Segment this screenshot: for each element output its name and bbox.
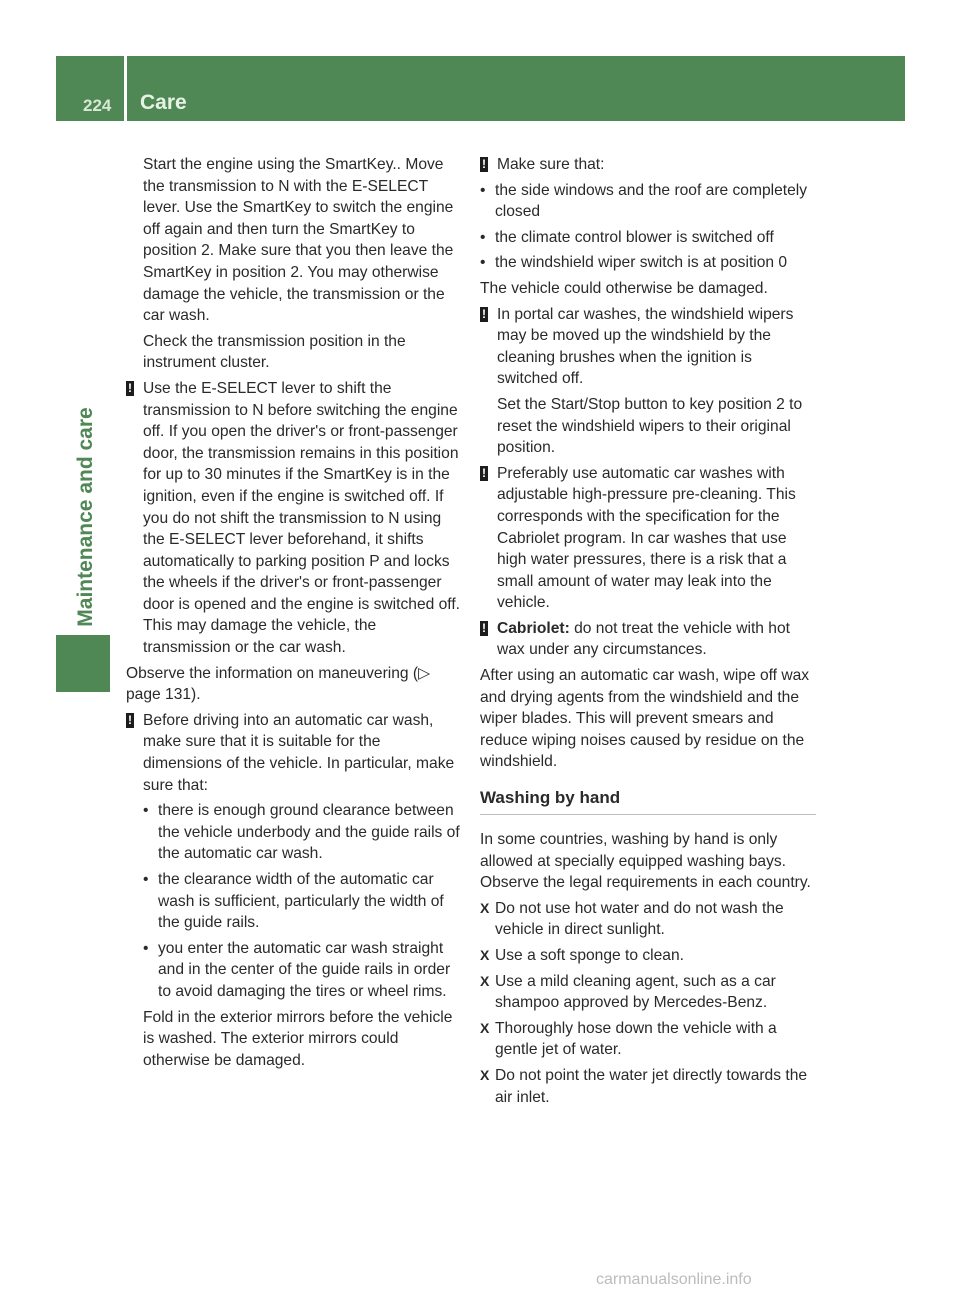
- action-step: X Do not point the water jet directly towards the air inlet.: [480, 1065, 816, 1108]
- list-item: • the clearance width of the automatic car wash is sufficient, particularly the width of the guide rails.: [143, 869, 462, 934]
- section-title: Care: [140, 91, 187, 114]
- warning-text: do not treat the vehicle with hot wax under any circumstances.: [497, 619, 790, 659]
- warning-icon: !: [482, 620, 486, 635]
- warning-icon: !: [128, 712, 132, 727]
- list-item: • the windshield wiper switch is at position 0: [480, 252, 816, 274]
- paragraph: Observe the information on maneuvering (▷ page 131).: [126, 664, 431, 704]
- list-item: • the side windows and the roof are completely closed: [480, 180, 816, 223]
- paragraph: Check the transmission position in the instrument cluster.: [143, 332, 406, 372]
- page-number: 224: [83, 96, 112, 115]
- warning-icon: !: [128, 380, 132, 395]
- right-column: [480, 154, 816, 1112]
- list-item: • there is enough ground clearance between the vehicle underbody and the guide rails of the automatic car wash.: [143, 800, 462, 865]
- warning-text: Preferably use automatic car washes with adjustable high-pressure pre-cleaning. This corresponds with the specification for the Cabriolet program. In car washes that use high water pressures, there is a risk that a small amount of water may leak into the vehicle.: [497, 464, 796, 612]
- action-step: X Use a mild cleaning agent, such as a car shampoo approved by Mercedes-Benz.: [480, 971, 816, 1014]
- subsection-heading: Washing by hand: [480, 787, 816, 815]
- warning-bold-label: Cabriolet:: [497, 619, 570, 637]
- warning-note: [480, 463, 816, 614]
- left-column: [126, 154, 462, 1075]
- warning-text: Make sure that:: [497, 156, 605, 173]
- warning-note: [480, 154, 816, 176]
- paragraph: After using an automatic car wash, wipe off wax and drying agents from the windshield and the wiper blades. This will prevent smears and reduce wiping noises caused by residue on the windshield.: [480, 667, 810, 771]
- paragraph: Fold in the exterior mirrors before the vehicle is washed. The exterior mirrors could otherwise be damaged.: [143, 1008, 453, 1069]
- paragraph: In some countries, washing by hand is only allowed at specially equipped washing bays. Observe the legal requirements in each country.: [480, 831, 811, 892]
- action-step: X Do not use hot water and do not wash the vehicle in direct sunlight.: [480, 898, 816, 941]
- warning-text: In portal car washes, the windshield wipers may be moved up the windshield by the cleaning brushes when the ignition is switched off.: [497, 305, 794, 388]
- warning-text: Before driving into an automatic car wash, make sure that it is suitable for the dimensions of the vehicle. In particular, make sure that:: [143, 711, 455, 794]
- paragraph: Set the Start/Stop button to key position 2 to reset the windshield wipers to their original position.: [497, 395, 803, 457]
- paragraph: The vehicle could otherwise be damaged.: [480, 279, 768, 297]
- warning-icon: !: [482, 306, 486, 321]
- bullet-list: [143, 800, 462, 1002]
- warning-note: [126, 710, 462, 796]
- action-step: X Thoroughly hose down the vehicle with a gentle jet of water.: [480, 1018, 816, 1061]
- action-step: X Use a soft sponge to clean.: [480, 945, 816, 967]
- warning-text: Use the E-SELECT lever to shift the transmission to N before switching the engine off. If you open the driver's or front-passenger door, the transmission remains in this position for up to 30 minutes if the SmartKey is in the ignition, even if the engine is switched off. If you do not shift the transmission to N using the E-SELECT lever beforehand, it shifts automatically to parking position P and locks the wheels if the driver's or front-passenger door is opened and the engine is switched off. This may damage the vehicle, the transmission or the car wash.: [143, 379, 461, 657]
- watermark[interactable]: carmanualsonline.info: [596, 1271, 752, 1288]
- chapter-label: Maintenance and care: [74, 407, 97, 627]
- header-divider: [124, 56, 127, 121]
- warning-note: [480, 618, 816, 661]
- list-item: • you enter the automatic car wash straight and in the center of the guide rails in order to avoid damaging the tires or wheel rims.: [143, 938, 462, 1003]
- warning-note: [480, 304, 816, 390]
- bullet-list: [480, 180, 816, 274]
- warning-note: [126, 378, 462, 659]
- warning-icon: !: [482, 465, 486, 480]
- list-item: • the climate control blower is switched off: [480, 227, 816, 249]
- chapter-marker: [56, 635, 110, 692]
- warning-icon: !: [482, 157, 486, 171]
- paragraph: Start the engine using the SmartKey.. Move the transmission to N with the E-SELECT lever. Use the SmartKey to switch the engine off again and then turn the SmartKey to position 2. Make sure that you then leave the SmartKey in position 2. You may otherwise damage the vehicle, the transmission or the car wash.: [143, 156, 454, 325]
